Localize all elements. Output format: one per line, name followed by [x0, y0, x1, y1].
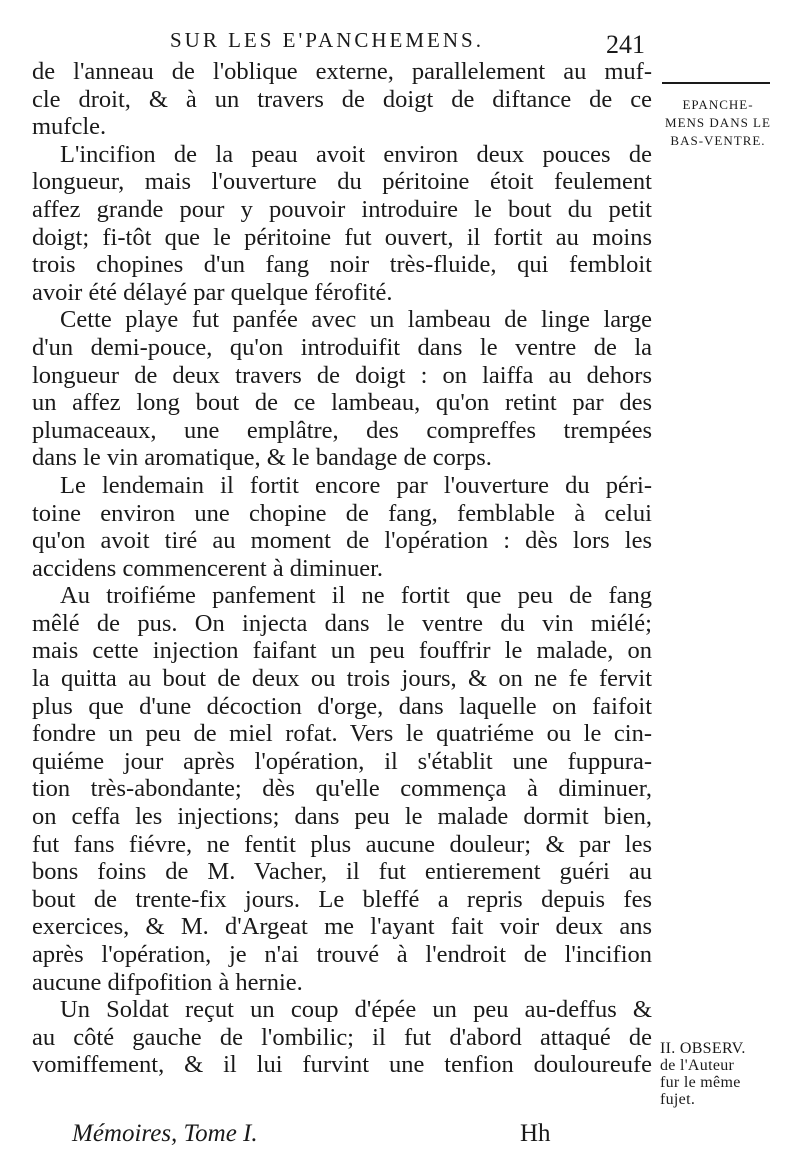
text-line: Cette playe fut panfée avec un lambeau de linge large [60, 306, 652, 334]
text-line: exercices, & M. d'Argeat me l'ayant fait voir deux ans [32, 913, 652, 941]
text-line: bout de trente-fix jours. Le bleffé a repris depuis fes [32, 885, 652, 913]
margin-note-line: fujet. [660, 1091, 696, 1108]
text-line: tion très-abondante; dès qu'elle commença à diminuer, [32, 775, 652, 803]
text-line: toine environ une chopine de fang, femblable à celui [32, 499, 652, 527]
text-line: longueur de deux travers de doigt : on laiffa au dehors [32, 361, 652, 389]
text-line: bons foins de M. Vacher, il fut entierement guéri au [32, 858, 652, 886]
text-line: Au troifiéme panfement il ne fortit que peu de fang [60, 582, 652, 610]
text-line: doigt; fi-tôt que le péritoine fut ouvert, il fortit au moins [32, 223, 652, 251]
page-number: 241 [606, 30, 645, 59]
text-line: cle droit, & à un travers de doigt de diftance de ce [32, 85, 652, 113]
running-title: SUR LES E'PANCHEMENS. [170, 28, 484, 52]
margin-note-line: MENS DANS LE [665, 115, 771, 130]
margin-note-observation [660, 1040, 780, 1108]
margin-note-line: fur le même [660, 1074, 741, 1091]
text-line: on ceffa les injections; dans peu le malade dormit bien, [32, 803, 652, 831]
text-line: mêlé de pus. On injecta dans le ventre du vin miélé; [32, 609, 652, 637]
text-line: plus que d'une décoction d'orge, dans laquelle on faifoit [32, 692, 652, 720]
text-line: un affez long bout de ce lambeau, qu'on retint par des [32, 389, 652, 417]
text-line: affez grande pour y pouvoir introduire le bout du petit [32, 195, 652, 223]
text-line: accidens commencerent à diminuer. [32, 554, 384, 582]
text-line: vomiffement, & il lui furvint une tenfion douloureufe [32, 1051, 652, 1079]
footer-title: Mémoires, Tome I. [72, 1120, 258, 1147]
text-line: mufcle. [32, 113, 107, 141]
text-line: fondre un peu de miel rofat. Vers le quatriéme ou le cin- [32, 720, 652, 748]
text-line: de l'anneau de l'oblique externe, parallelement au muf- [32, 58, 652, 85]
margin-note-line: EPANCHE- [682, 97, 754, 112]
text-line: après l'opération, je n'ai trouvé à l'endroit de l'incifion [32, 941, 652, 968]
text-line: d'un demi-pouce, qu'on introduifit dans le ventre de la [32, 333, 652, 361]
text-line: longueur, mais l'ouverture du péritoine étoit feulement [32, 168, 652, 196]
text-line: au côté gauche de l'ombilic; il fut d'abord attaqué de [32, 1023, 652, 1051]
text-line: fut fans fiévre, ne fentit plus aucune douleur; & par les [32, 830, 652, 858]
margin-note-line: II. OBSERV. [660, 1040, 746, 1057]
text-line: dans le vin aromatique, & le bandage de corps. [32, 444, 492, 472]
body-text [32, 58, 652, 1079]
signature-mark: Hh [520, 1120, 551, 1147]
text-line: avoir été délayé par quelque férofité. [32, 278, 393, 306]
margin-note-line: de l'Auteur [660, 1057, 735, 1074]
page-header [0, 28, 800, 58]
text-line: Le lendemain il fortit encore par l'ouverture du péri- [60, 471, 652, 499]
text-line: Un Soldat reçut un coup d'épée un peu au-deffus & [60, 996, 652, 1024]
text-line: plumaceaux, une emplâtre, des compreffes trempées [32, 416, 652, 444]
page-footer [0, 1120, 800, 1160]
margin-note-line: BAS-VENTRE. [670, 133, 766, 148]
text-line: quiéme jour après l'opération, il s'établit une fuppura- [32, 747, 652, 775]
text-line: qu'on avoit tiré au moment de l'opération : dès lors les [32, 527, 652, 555]
margin-rule [662, 82, 770, 84]
text-line: mais cette injection faifant un peu fouffrir le malade, on [32, 637, 652, 665]
text-line: L'incifion de la peau avoit environ deux pouces de [60, 140, 652, 168]
text-line: trois chopines d'un fang noir très-fluide, qui fembloit [32, 251, 652, 279]
text-line: la quitta au bout de deux ou trois jours, & on ne fe fervit [32, 665, 652, 693]
text-line: aucune difpofition à hernie. [32, 968, 303, 996]
margin-note-section [658, 96, 778, 150]
